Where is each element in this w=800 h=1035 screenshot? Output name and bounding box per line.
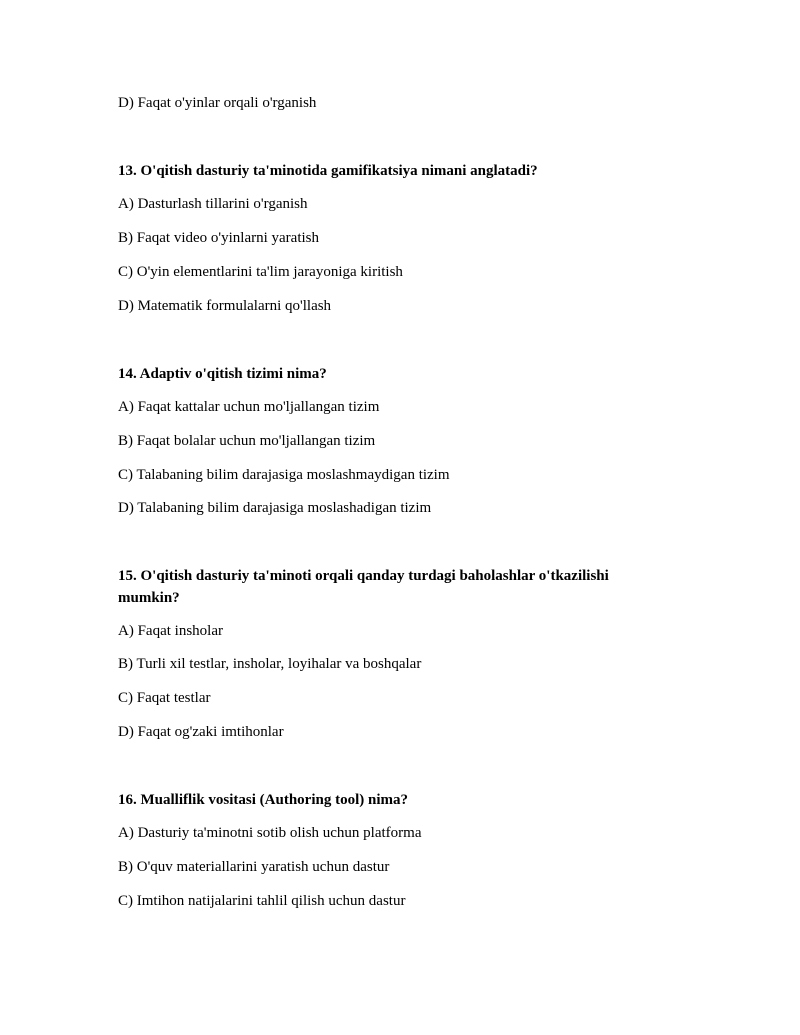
question-16-title: 16. Mualliflik vositasi (Authoring tool) nima? [118,792,409,808]
question-14-option-b: B) Faqat bolalar uchun mo'ljallangan tizim [118,433,376,449]
question-13-option-a: A) Dasturlash tillarini o'rganish [118,196,308,212]
question-14-title: 14. Adaptiv o'qitish tizimi nima? [118,366,327,382]
question-16-option-a: A) Dasturiy ta'minotni sotib olish uchun platforma [118,825,422,841]
option-prev-d: D) Faqat o'yinlar orqali o'rganish [118,95,317,111]
question-16-option-b: B) O'quv materiallarini yaratish uchun dastur [118,859,390,875]
question-15-option-b: B) Turli xil testlar, insholar, loyihalar va boshqalar [118,656,422,672]
question-13-option-b: B) Faqat video o'yinlarni yaratish [118,230,319,246]
question-15-title: 15. O'qitish dasturiy ta'minoti orqali qanday turdagi baholashlar o'tkazilishi mumkin? [118,568,609,606]
question-13-title: 13. O'qitish dasturiy ta'minotida gamifikatsiya nimani anglatadi? [118,163,538,179]
question-13-option-d: D) Matematik formulalarni qo'llash [118,298,332,314]
question-14-option-c: C) Talabaning bilim darajasiga moslashmaydigan tizim [118,467,450,483]
question-15-option-c: C) Faqat testlar [118,690,211,706]
question-15-option-d: D) Faqat og'zaki imtihonlar [118,724,284,740]
question-15-option-a: A) Faqat insholar [118,623,223,639]
question-14-option-d: D) Talabaning bilim darajasiga moslashadigan tizim [118,500,432,516]
question-16-option-c: C) Imtihon natijalarini tahlil qilish uchun dastur [118,893,406,909]
question-14-option-a: A) Faqat kattalar uchun mo'ljallangan tizim [118,399,380,415]
question-13-option-c: C) O'yin elementlarini ta'lim jarayoniga kiritish [118,264,403,280]
